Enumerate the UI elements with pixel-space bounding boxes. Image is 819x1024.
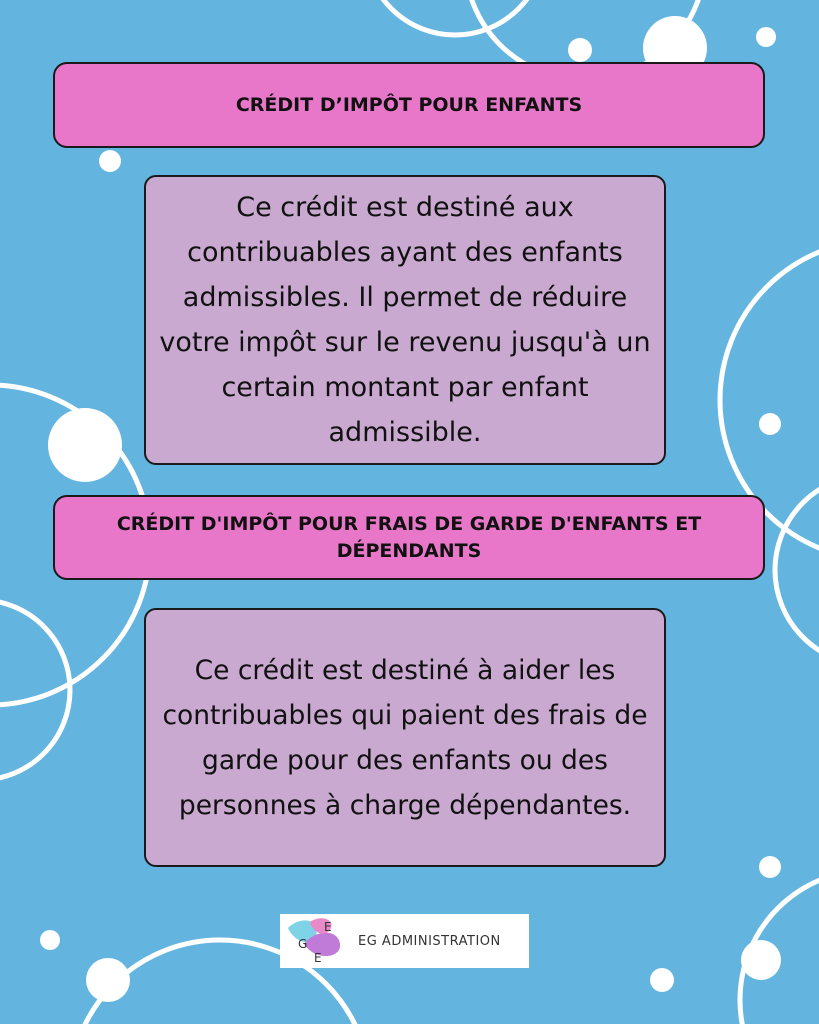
section-title-child-tax-credit: CRÉDIT D’IMPÔT POUR ENFANTS — [53, 62, 765, 148]
logo-text: EG ADMINISTRATION — [358, 933, 501, 949]
logo — [280, 914, 529, 968]
section-title-childcare-tax-credit: CRÉDIT D'IMPÔT POUR FRAIS DE GARDE D'ENFANTS ET DÉPENDANTS — [53, 495, 765, 580]
logo-letter-e-bottom: E — [314, 951, 322, 965]
section-body-child-tax-credit: Ce crédit est destiné aux contribuables ayant des enfants admissibles. Il permet de réduire votre impôt sur le revenu jusqu'à un certain montant par enfant admissible. — [144, 175, 666, 465]
logo-letter-g: G — [298, 937, 308, 951]
logo-letter-e-top: E — [324, 920, 332, 934]
section-body-childcare-tax-credit: Ce crédit est destiné à aider les contribuables qui paient des frais de garde pour des enfants ou des personnes à charge dépendantes. — [144, 608, 666, 867]
eg-logo-icon — [280, 914, 350, 968]
